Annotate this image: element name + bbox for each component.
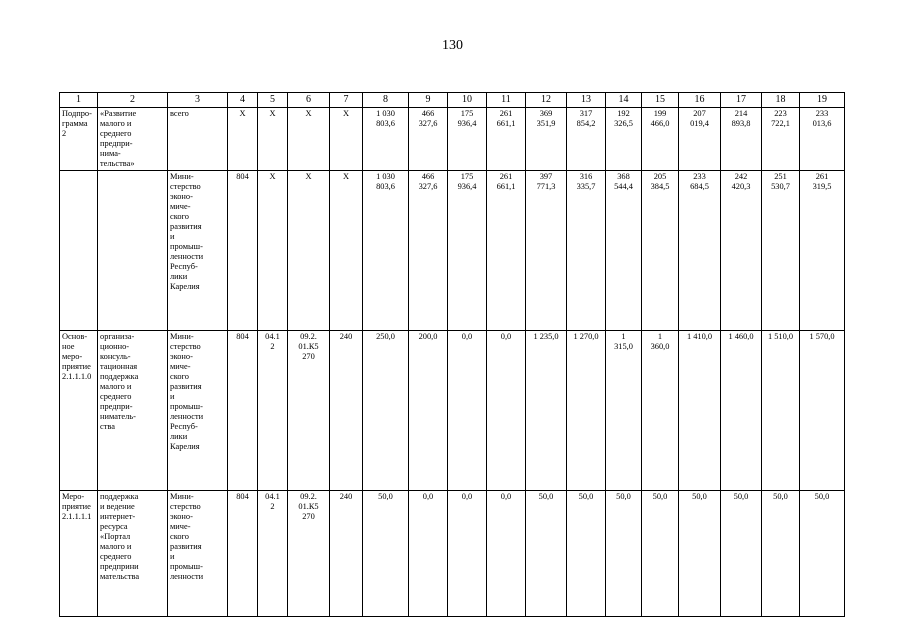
cell-r4-c8: 50,0 — [363, 491, 409, 617]
cell-r1-c7: Х — [330, 108, 363, 171]
cell-r3-c8: 250,0 — [363, 331, 409, 491]
cell-r2-c17: 242 420,3 — [721, 171, 762, 331]
cell-r3-c5: 04.1 2 — [258, 331, 288, 491]
cell-r3-c12: 1 235,0 — [526, 331, 567, 491]
table-row — [60, 108, 845, 171]
header-cell-4: 4 — [228, 93, 258, 108]
cell-r2-c10: 175 936,4 — [448, 171, 487, 331]
cell-r1-c6: Х — [288, 108, 330, 171]
header-cell-14: 14 — [606, 93, 642, 108]
cell-r3-c6: 09.2. 01.К5 270 — [288, 331, 330, 491]
cell-r4-c9: 0,0 — [409, 491, 448, 617]
cell-r1-c17: 214 893,8 — [721, 108, 762, 171]
cell-r3-c2: организа- ционно- консуль- тационная поддержка малого и среднего предпри- ниматель- ства — [98, 331, 168, 491]
cell-r3-c7: 240 — [330, 331, 363, 491]
header-cell-16: 16 — [679, 93, 721, 108]
table-row — [60, 171, 845, 331]
table-row — [60, 491, 845, 617]
cell-r4-c15: 50,0 — [642, 491, 679, 617]
header-cell-15: 15 — [642, 93, 679, 108]
cell-r2-c16: 233 684,5 — [679, 171, 721, 331]
header-cell-11: 11 — [487, 93, 526, 108]
cell-r4-c14: 50,0 — [606, 491, 642, 617]
cell-r2-c13: 316 335,7 — [567, 171, 606, 331]
cell-r3-c17: 1 460,0 — [721, 331, 762, 491]
cell-r2-c2 — [98, 171, 168, 331]
cell-r4-c5: 04.1 2 — [258, 491, 288, 617]
cell-r1-c10: 175 936,4 — [448, 108, 487, 171]
cell-r4-c12: 50,0 — [526, 491, 567, 617]
header-cell-6: 6 — [288, 93, 330, 108]
cell-r4-c13: 50,0 — [567, 491, 606, 617]
header-cell-13: 13 — [567, 93, 606, 108]
header-cell-2: 2 — [98, 93, 168, 108]
cell-r3-c9: 200,0 — [409, 331, 448, 491]
cell-r1-c16: 207 019,4 — [679, 108, 721, 171]
cell-r2-c15: 205 384,5 — [642, 171, 679, 331]
cell-r1-c2: «Развитие малого и среднего предпри- нима- тельства» — [98, 108, 168, 171]
cell-r3-c4: 804 — [228, 331, 258, 491]
cell-r1-c18: 223 722,1 — [762, 108, 800, 171]
cell-r3-c15: 1 360,0 — [642, 331, 679, 491]
cell-r1-c19: 233 013,6 — [800, 108, 845, 171]
cell-r2-c7: Х — [330, 171, 363, 331]
budget-table — [59, 92, 845, 617]
cell-r2-c12: 397 771,3 — [526, 171, 567, 331]
header-cell-9: 9 — [409, 93, 448, 108]
cell-r3-c16: 1 410,0 — [679, 331, 721, 491]
header-cell-5: 5 — [258, 93, 288, 108]
cell-r1-c8: 1 030 803,6 — [363, 108, 409, 171]
header-cell-19: 19 — [800, 93, 845, 108]
header-cell-12: 12 — [526, 93, 567, 108]
header-cell-1: 1 — [60, 93, 98, 108]
cell-r1-c9: 466 327,6 — [409, 108, 448, 171]
cell-r1-c11: 261 661,1 — [487, 108, 526, 171]
cell-r4-c16: 50,0 — [679, 491, 721, 617]
cell-r3-c19: 1 570,0 — [800, 331, 845, 491]
cell-r1-c12: 369 351,9 — [526, 108, 567, 171]
cell-r3-c3: Мини- стерство эконо- миче- ского развития и промыш- ленности Респуб- лики Карелия — [168, 331, 228, 491]
cell-r1-c4: Х — [228, 108, 258, 171]
cell-r4-c17: 50,0 — [721, 491, 762, 617]
cell-r2-c18: 251 530,7 — [762, 171, 800, 331]
cell-r4-c2: поддержка и ведение интернет- ресурса «Портал малого и среднего предприни мательства — [98, 491, 168, 617]
cell-r3-c14: 1 315,0 — [606, 331, 642, 491]
cell-r3-c10: 0,0 — [448, 331, 487, 491]
header-cell-10: 10 — [448, 93, 487, 108]
cell-r1-c5: Х — [258, 108, 288, 171]
header-cell-8: 8 — [363, 93, 409, 108]
header-cell-3: 3 — [168, 93, 228, 108]
cell-r4-c4: 804 — [228, 491, 258, 617]
cell-r4-c7: 240 — [330, 491, 363, 617]
cell-r4-c19: 50,0 — [800, 491, 845, 617]
cell-r4-c10: 0,0 — [448, 491, 487, 617]
cell-r3-c18: 1 510,0 — [762, 331, 800, 491]
cell-r3-c11: 0,0 — [487, 331, 526, 491]
cell-r2-c3: Мини- стерство эконо- миче- ского развития и промыш- ленности Респуб- лики Карелия — [168, 171, 228, 331]
cell-r2-c9: 466 327,6 — [409, 171, 448, 331]
cell-r4-c18: 50,0 — [762, 491, 800, 617]
cell-r2-c5: Х — [258, 171, 288, 331]
cell-r2-c19: 261 319,5 — [800, 171, 845, 331]
cell-r1-c13: 317 854,2 — [567, 108, 606, 171]
cell-r2-c1 — [60, 171, 98, 331]
cell-r1-c14: 192 326,5 — [606, 108, 642, 171]
header-cell-17: 17 — [721, 93, 762, 108]
cell-r4-c11: 0,0 — [487, 491, 526, 617]
page-number: 130 — [442, 38, 463, 53]
cell-r3-c1: Основ- ное меро- приятие 2.1.1.1.0 — [60, 331, 98, 491]
cell-r4-c3: Мини- стерство эконо- миче- ского развития и промыш- ленности — [168, 491, 228, 617]
table-row — [60, 331, 845, 491]
table-body — [60, 93, 845, 617]
cell-r1-c1: Подпро- грамма 2 — [60, 108, 98, 171]
header-cell-7: 7 — [330, 93, 363, 108]
cell-r2-c8: 1 030 803,6 — [363, 171, 409, 331]
cell-r2-c6: Х — [288, 171, 330, 331]
cell-r2-c11: 261 661,1 — [487, 171, 526, 331]
cell-r1-c15: 199 466,0 — [642, 108, 679, 171]
cell-r4-c6: 09.2. 01.К5 270 — [288, 491, 330, 617]
cell-r2-c4: 804 — [228, 171, 258, 331]
header-cell-18: 18 — [762, 93, 800, 108]
cell-r2-c14: 368 544,4 — [606, 171, 642, 331]
table-header-row — [60, 93, 845, 108]
cell-r3-c13: 1 270,0 — [567, 331, 606, 491]
cell-r4-c1: Меро- приятие 2.1.1.1.1 — [60, 491, 98, 617]
cell-r1-c3: всего — [168, 108, 228, 171]
